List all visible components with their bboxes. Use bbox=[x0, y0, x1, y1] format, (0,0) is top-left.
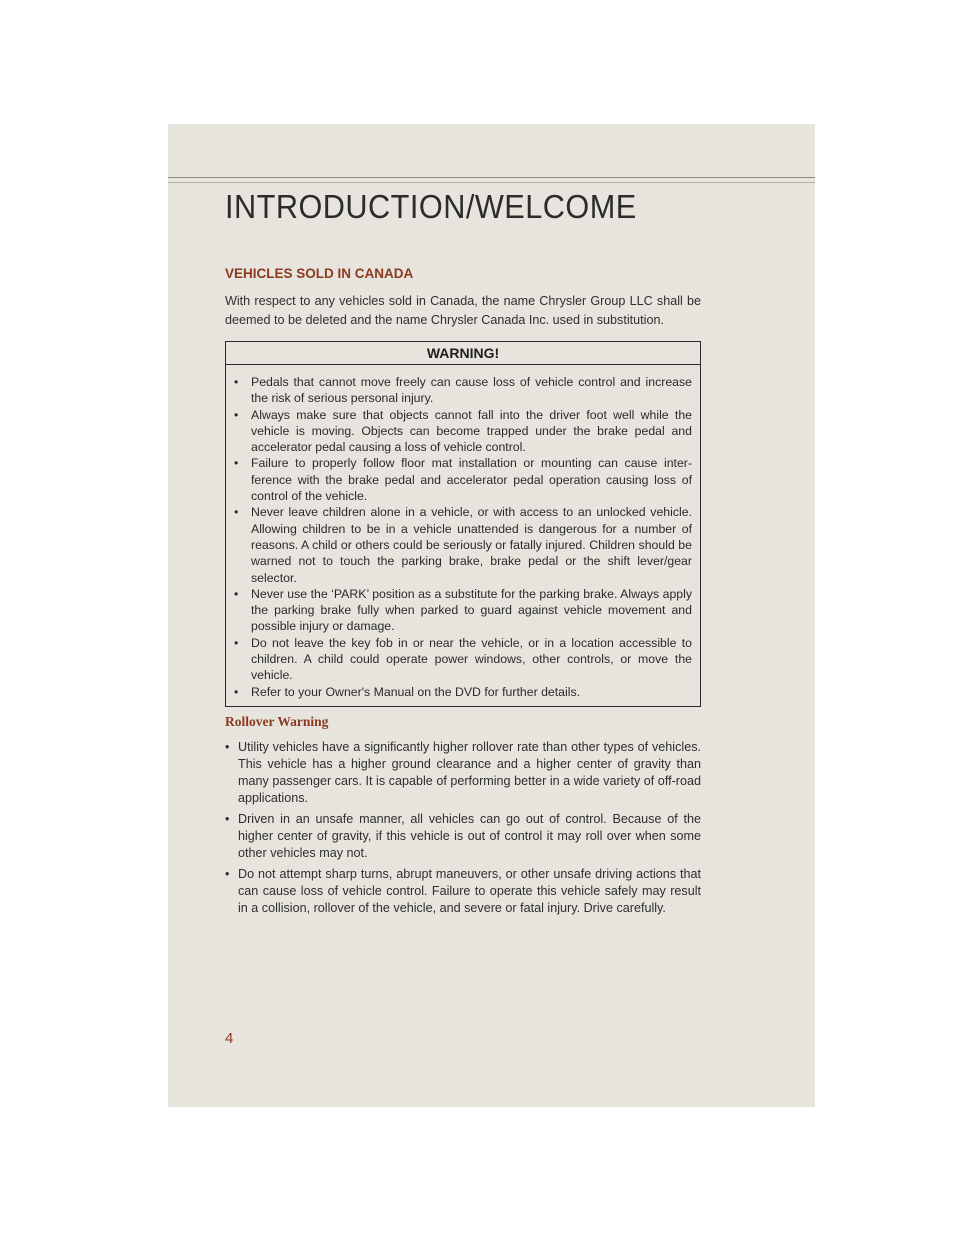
bullet: • bbox=[234, 456, 239, 471]
page-number: 4 bbox=[225, 1030, 234, 1047]
warning-item-text: Always make sure that objects cannot fall into the driver foot well while the vehicle is moving. Objects can become trapped under the brake pedal and accelerator pedal causing a loss of vehicle control. bbox=[251, 407, 692, 455]
warning-item bbox=[234, 407, 692, 456]
header-rule-bottom bbox=[168, 182, 815, 183]
rollover-item-text: Driven in an unsafe manner, all vehicles can go out of control. Because of the higher center of gravity, if this vehicle is out of control it may roll over when some other vehicles may not. bbox=[238, 812, 701, 860]
rollover-item-text: Do not attempt sharp turns, abrupt maneuvers, or other unsafe driving actions that can cause loss of vehicle control. Failure to operate this vehicle safely may result in a collision, rollover of the vehicle, and severe or fatal injury. Drive carefully. bbox=[238, 867, 701, 915]
warning-item bbox=[234, 455, 692, 504]
canada-heading: VEHICLES SOLD IN CANADA bbox=[225, 266, 414, 281]
rollover-list bbox=[225, 739, 701, 921]
warning-list bbox=[226, 365, 700, 700]
bullet: • bbox=[234, 505, 239, 520]
rollover-item bbox=[225, 866, 701, 917]
rollover-item bbox=[225, 739, 701, 807]
warning-item-text: Refer to your Owner's Manual on the DVD for further details. bbox=[251, 684, 581, 699]
warning-item bbox=[234, 504, 692, 585]
bullet: • bbox=[225, 740, 230, 754]
warning-item bbox=[234, 586, 692, 635]
bullet: • bbox=[234, 586, 239, 601]
bullet: • bbox=[234, 635, 239, 650]
warning-item-text: Do not leave the key fob in or near the vehicle, or in a location accessible to children. A child could operate power windows, other controls, or move the vehicle. bbox=[251, 635, 692, 683]
rollover-item bbox=[225, 811, 701, 862]
warning-item bbox=[234, 684, 692, 700]
warning-title: WARNING! bbox=[226, 342, 700, 365]
manual-page bbox=[168, 124, 815, 1107]
bullet: • bbox=[234, 684, 239, 699]
rollover-heading: Rollover Warning bbox=[225, 714, 329, 729]
bullet: • bbox=[225, 812, 230, 826]
section-title: INTRODUCTION/WELCOME bbox=[225, 188, 637, 225]
rollover-item-text: Utility vehicles have a significantly higher rollover rate than other types of vehicles. This vehicle has a higher ground clearance and a higher center of gravity than many passenger cars. It is capable of performing better in a wide variety of off-road applications. bbox=[238, 740, 701, 805]
header-rule-top bbox=[168, 177, 815, 178]
warning-item-text: Never leave children alone in a vehicle, or with access to an unlocked vehicle. Allowing children to be in a vehicle unattended is dangerous for a number of reasons. A child or others could be seriously or fatally injured. Children should be warned not to touch the parking brake, brake pedal or the shift lever/gear selector. bbox=[251, 505, 692, 585]
warning-item-text: Failure to properly follow floor mat installation or mounting can cause inter-ference with the brake pedal and accelerator pedal operation causing loss of control of the vehicle. bbox=[251, 456, 692, 504]
bullet: • bbox=[234, 407, 239, 422]
warning-item-text: Pedals that cannot move freely can cause loss of vehicle control and increase the risk of serious personal injury. bbox=[251, 375, 692, 406]
bullet: • bbox=[225, 867, 230, 881]
warning-item bbox=[234, 635, 692, 684]
warning-box bbox=[225, 341, 701, 707]
bullet: • bbox=[234, 375, 239, 389]
warning-item-text: Never use the ‘PARK’ position as a substitute for the parking brake. Always apply the parking brake fully when parked to guard against vehicle movement and possible injury or damage. bbox=[251, 586, 692, 634]
canada-paragraph: With respect to any vehicles sold in Canada, the name Chrysler Group LLC shall be deemed to be deleted and the name Chrysler Canada Inc. used in substitution. bbox=[225, 294, 701, 327]
warning-item bbox=[234, 374, 692, 407]
